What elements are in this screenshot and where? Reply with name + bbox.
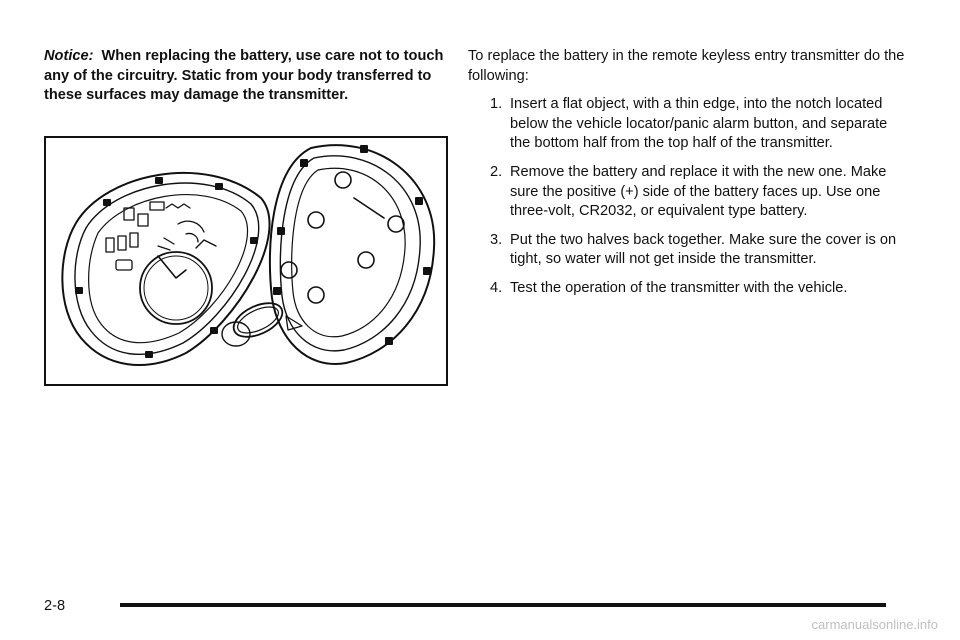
step-text: Test the operation of the transmitter with the vehicle. [510,279,848,296]
transmitter-top-half [270,145,434,364]
page-number: 2-8 [44,598,66,614]
list-item [468,231,908,270]
notice-paragraph [44,47,454,106]
notice-text: When replacing the battery, use care not to touch any of the circuitry. Static from your body transferred to these surfaces may damage the transmitter. [44,48,444,104]
watermark[interactable]: carmanualsonline.info [811,617,938,632]
list-item [468,163,908,222]
instructions [468,47,908,308]
step-number: 3. [490,231,503,248]
instructions-intro: To replace the battery in the remote keyless entry transmitter do the following: [468,48,905,84]
step-number: 1. [490,96,503,113]
step-text: Remove the battery and replace it with the new one. Make sure the positive (+) side of the battery faces up. Use one three-volt, CR2032, or equivalent type battery. [510,163,887,220]
transmitter-bottom-half [62,173,269,365]
step-number: 2. [490,163,503,180]
list-item [468,279,908,299]
step-text: Insert a flat object, with a thin edge, into the notch located below the vehicle locator/panic alarm button, and separate the bottom half from the top half of the transmitter. [510,96,888,152]
step-text: Put the two halves back together. Make sure the cover is on tight, so water will not get inside the transmitter. [510,231,897,268]
footer-rule [120,603,886,607]
notice-label: Notice: [44,48,94,64]
list-item [468,95,908,154]
steps-list [468,95,908,298]
step-number: 4. [490,279,503,296]
remote-keyless-transmitter-battery-illustration [46,138,446,384]
transmitter-figure [44,136,448,386]
